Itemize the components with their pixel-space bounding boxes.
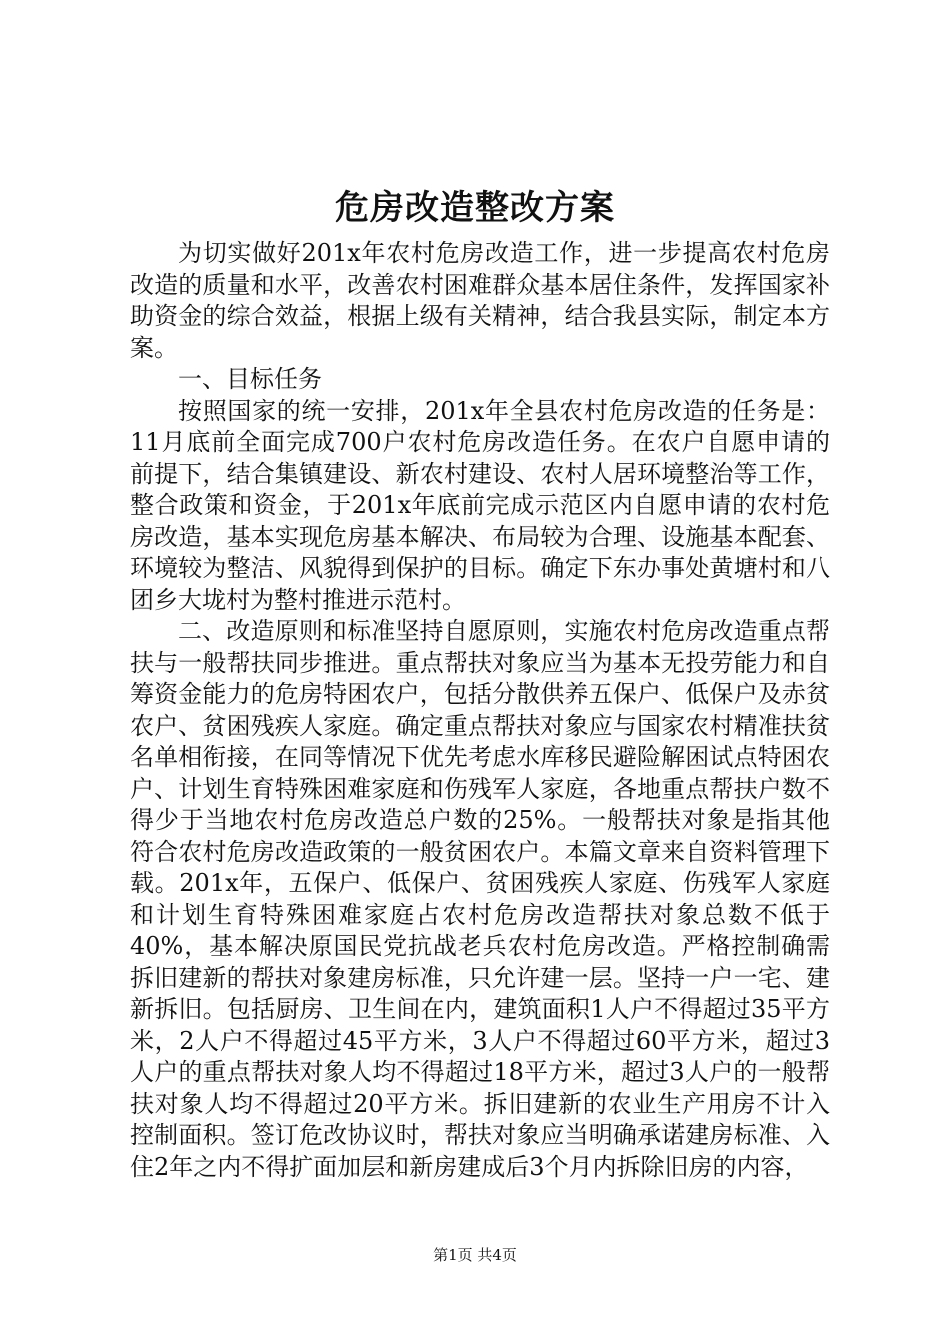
paragraph-goals: 按照国家的统一安排，201x年全县农村危房改造的任务是：11月底前全面完成700户农村危房改造任务。在农户自愿申请的前提下，结合集镇建设、新农村建设、农村人居环境整治等工作，整合政策和资金，于201x年底前完成示范区内自愿申请的农村危房改造，基本实现危房基本解决、布局较为合理、设施基本配套、环境较为整洁、风貌得到保护的目标。确定下东办事处黄塘村和八团乡大垅村为整村推进示范村。	[130, 396, 830, 614]
document-body	[130, 238, 830, 1183]
paragraph-intro: 为切实做好201x年农村危房改造工作，进一步提高农村危房改造的质量和水平，改善农村困难群众基本居住条件，发挥国家补助资金的综合效益，根据上级有关精神，结合我县实际，制定本方案。	[130, 239, 830, 362]
document-title: 危房改造整改方案	[335, 188, 615, 228]
paragraph-principles: 二、改造原则和标准坚持自愿原则，实施农村危房改造重点帮扶与一般帮扶同步推进。重点帮扶对象应当为基本无投劳能力和自筹资金能力的危房特困农户，包括分散供养五保户、低保户及赤贫农户、贫困残疾人家庭。确定重点帮扶对象应与国家农村精准扶贫名单相衔接，在同等情况下优先考虑水库移民避险解困试点特困农户、计划生育特殊困难家庭和伤残军人家庭，各地重点帮扶户数不得少于当地农村危房改造总户数的25%。一般帮扶对象是指其他符合农村危房改造政策的一般贫困农户。本篇文章来自资料管理下载。201x年，五保户、低保户、贫困残疾人家庭、伤残军人家庭和计划生育特殊困难家庭占农村危房改造帮扶对象总数不低于40%，基本解决原国民党抗战老兵农村危房改造。严格控制确需拆旧建新的帮扶对象建房标准，只允许建一层。坚持一户一宅、建新拆旧。包括厨房、卫生间在内，建筑面积1人户不得超过35平方米，2人户不得超过45平方米，3人户不得超过60平方米，超过3人户的重点帮扶对象人均不得超过18平方米，超过3人户的一般帮扶对象人均不得超过20平方米。拆旧建新的农业生产用房不计入控制面积。签订危改协议时，帮扶对象应当明确承诺建房标准、入住2年之内不得扩面加层和新房建成后3个月内拆除旧房的内容，	[130, 617, 830, 1181]
page-footer: 第1页 共4页	[433, 1246, 517, 1264]
section-heading-goals: 一、目标任务	[178, 365, 322, 393]
